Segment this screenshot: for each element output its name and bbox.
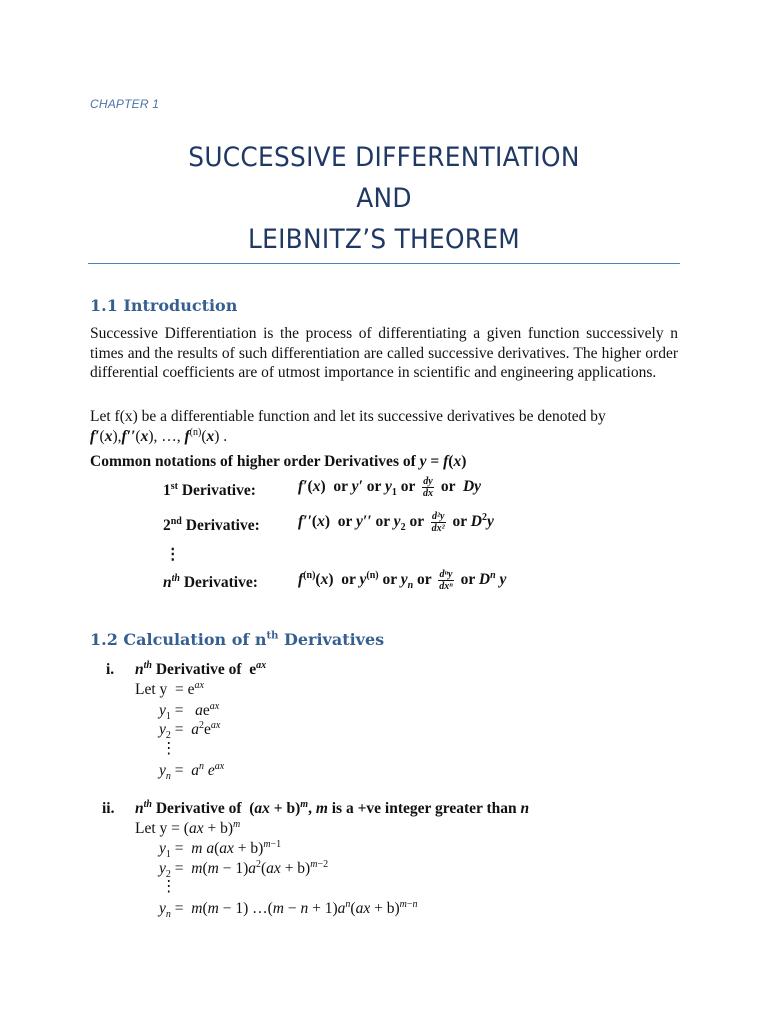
item-ii-line-5: $y_n = m(m - 1)$ …(m − $n + 1)a^n(ax + b)^{m-n}$	[159, 898, 418, 921]
item-i-line-1: Let $y = e^{ax}$	[135, 679, 204, 698]
dy-dx-fraction: $\frac{dy}{dx}$	[422, 476, 433, 499]
title-line-3: LEIBNITZ’S THEOREM	[247, 224, 521, 255]
item-i-line-3: $y_2 = a^2e^{ax}$	[159, 719, 221, 742]
item-i-ellipsis: ⋮	[161, 740, 177, 757]
intro-paragraph: Successive Differentiation is the process of differentiating a given function successively n times and the results of such differentiation are called successive derivatives. The higher order differential coefficients are of utmost importance in scientific and engineering applications.	[90, 325, 678, 381]
item-i-title: $n^{th}$ Derivative of $e^{ax}$	[135, 659, 267, 678]
d2y-dx2-fraction: $\frac{\text{d²y}}{\text{dx²}}$	[431, 511, 445, 534]
title-line-1: SUCCESSIVE DIFFERENTIATION	[188, 142, 580, 173]
title-line-2: AND	[356, 183, 412, 214]
item-numeral-i: i.	[106, 661, 115, 678]
first-derivative-notations: f′(x) or y′ or $y_1$ or $\frac{dy}{dx}$ or Dy	[298, 476, 482, 499]
title-divider	[88, 263, 680, 264]
nth-derivative-label: $n^{th}$ Derivative:	[163, 572, 258, 591]
section-heading-calculation: 1.2 Calculation of $n^{th}$ Derivatives	[90, 630, 385, 649]
vertical-ellipsis: ⋮	[165, 546, 181, 563]
derivative-sequence: f′(x),f′′(x), …, $f^{(n)}(x)$ .	[90, 426, 228, 445]
item-ii-title: $n^{th}$ Derivative of (ax + b)$^m$, m is a +ve integer greater than n	[135, 798, 530, 817]
chapter-label: CHAPTER 1	[90, 97, 160, 111]
item-i-line-2: $y_1 = ae^{ax}$	[159, 700, 220, 723]
item-ii-line-2: $y_1 = m$ a(ax + b)$^{m-1}$	[159, 838, 282, 861]
item-ii-line-1: Let y = (ax + b)$^m$	[135, 818, 241, 837]
item-numeral-ii: ii.	[102, 800, 115, 817]
notations-heading: Common notations of higher order Derivatives of y = f(x)	[90, 453, 467, 470]
item-ii-line-3: $y_2 = m(m - 1)a^2(ax + b)^{m-2}$	[159, 858, 329, 881]
section-heading-introduction: 1.1 Introduction	[90, 296, 238, 315]
second-derivative-label: 2nd Derivative:	[163, 515, 260, 534]
dny-dxn-fraction: $\frac{\text{dⁿy}}{\text{dxⁿ}}$	[439, 569, 453, 592]
item-i-line-5: $y_n = a^n$ $e^{ax}$	[159, 760, 225, 783]
second-derivative-notations: f′′(x) or y′′ or $y_2$ or $\frac{\text{d²y}}{\text{dx²}}$ or $D^2y$	[298, 511, 494, 534]
nth-derivative-notations: $f^{(n)}(x)$ or $y^{(n)}$ or $y_n$ or $\frac{\text{dⁿy}}{\text{dxⁿ}}$ or $D^n$ y	[298, 569, 507, 592]
first-derivative-label: 1st Derivative:	[163, 480, 256, 499]
let-f-paragraph: Let f(x) be a differentiable function and let its successive derivatives be denoted by	[90, 408, 606, 425]
item-ii-ellipsis: ⋮	[161, 878, 177, 895]
